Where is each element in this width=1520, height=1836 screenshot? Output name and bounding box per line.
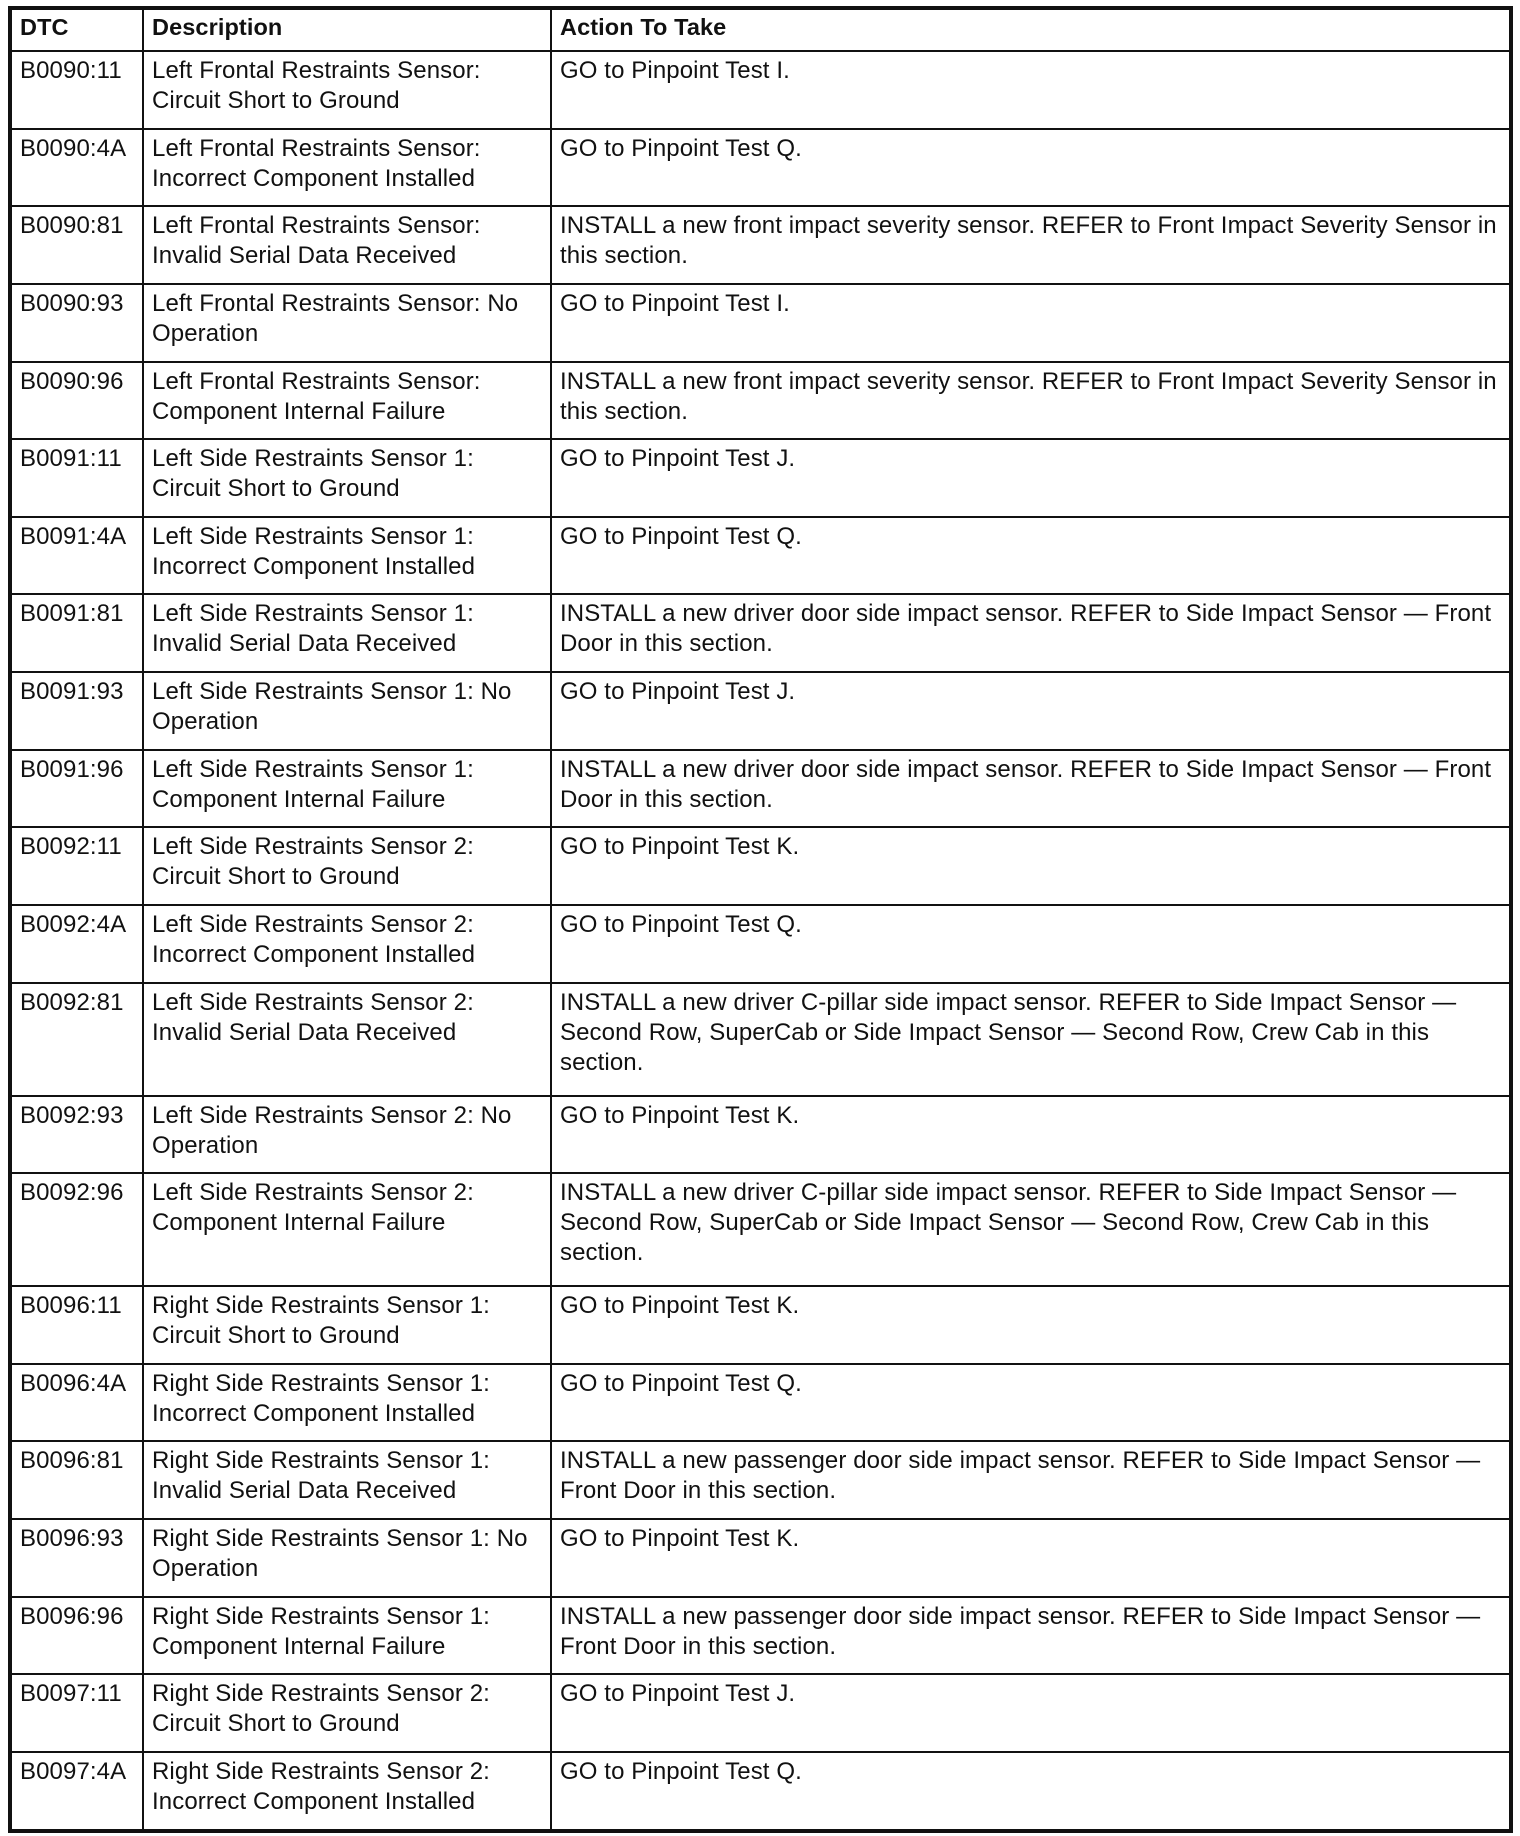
description-cell: Right Side Restraints Sensor 2: Incorrect Component Installed	[143, 1752, 551, 1831]
dtc-cell: B0092:4A	[10, 905, 143, 983]
dtc-cell: B0090:93	[10, 284, 143, 362]
table-row	[10, 1096, 1511, 1174]
header-description: Description	[143, 8, 551, 51]
table-body	[10, 51, 1511, 1831]
table-row	[10, 1597, 1511, 1675]
dtc-cell: B0092:11	[10, 827, 143, 905]
header-row	[10, 8, 1511, 51]
dtc-cell: B0092:96	[10, 1173, 143, 1286]
dtc-cell: B0097:11	[10, 1674, 143, 1752]
description-cell: Right Side Restraints Sensor 1: Circuit Short to Ground	[143, 1286, 551, 1364]
dtc-cell: B0090:96	[10, 362, 143, 440]
action-cell: GO to Pinpoint Test Q.	[551, 517, 1511, 595]
dtc-cell: B0091:96	[10, 750, 143, 828]
description-cell: Right Side Restraints Sensor 2: Circuit Short to Ground	[143, 1674, 551, 1752]
dtc-cell: B0090:81	[10, 206, 143, 284]
description-cell: Left Frontal Restraints Sensor: Incorrect Component Installed	[143, 129, 551, 207]
dtc-cell: B0090:11	[10, 51, 143, 129]
description-cell: Left Frontal Restraints Sensor: Circuit Short to Ground	[143, 51, 551, 129]
action-cell: GO to Pinpoint Test K.	[551, 1096, 1511, 1174]
action-cell: GO to Pinpoint Test Q.	[551, 1364, 1511, 1442]
description-cell: Left Side Restraints Sensor 2: Component Internal Failure	[143, 1173, 551, 1286]
table-row	[10, 517, 1511, 595]
description-cell: Left Side Restraints Sensor 2: Invalid Serial Data Received	[143, 983, 551, 1096]
action-cell: GO to Pinpoint Test I.	[551, 51, 1511, 129]
action-cell: GO to Pinpoint Test Q.	[551, 129, 1511, 207]
table-row	[10, 1674, 1511, 1752]
dtc-cell: B0091:81	[10, 594, 143, 672]
action-cell: GO to Pinpoint Test I.	[551, 284, 1511, 362]
action-cell: GO to Pinpoint Test J.	[551, 439, 1511, 517]
dtc-cell: B0096:81	[10, 1441, 143, 1519]
description-cell: Left Side Restraints Sensor 2: No Operation	[143, 1096, 551, 1174]
table-row	[10, 284, 1511, 362]
description-cell: Left Frontal Restraints Sensor: Invalid Serial Data Received	[143, 206, 551, 284]
action-cell: GO to Pinpoint Test K.	[551, 827, 1511, 905]
table-row	[10, 362, 1511, 440]
action-cell: INSTALL a new driver C-pillar side impact sensor. REFER to Side Impact Sensor — Second Row, SuperCab or Side Impact Sensor — Second Row, Crew Cab in this section.	[551, 983, 1511, 1096]
table-header	[10, 8, 1511, 51]
table-row	[10, 750, 1511, 828]
description-cell: Left Side Restraints Sensor 1: No Operation	[143, 672, 551, 750]
action-cell: INSTALL a new driver C-pillar side impact sensor. REFER to Side Impact Sensor — Second Row, SuperCab or Side Impact Sensor — Second Row, Crew Cab in this section.	[551, 1173, 1511, 1286]
description-cell: Left Side Restraints Sensor 1: Circuit Short to Ground	[143, 439, 551, 517]
action-cell: GO to Pinpoint Test K.	[551, 1286, 1511, 1364]
table-row	[10, 1364, 1511, 1442]
description-cell: Right Side Restraints Sensor 1: Incorrect Component Installed	[143, 1364, 551, 1442]
dtc-cell: B0096:11	[10, 1286, 143, 1364]
description-cell: Left Side Restraints Sensor 1: Component Internal Failure	[143, 750, 551, 828]
action-cell: INSTALL a new passenger door side impact sensor. REFER to Side Impact Sensor — Front Door in this section.	[551, 1441, 1511, 1519]
dtc-table	[8, 6, 1513, 1833]
table-row	[10, 983, 1511, 1096]
action-cell: INSTALL a new passenger door side impact sensor. REFER to Side Impact Sensor — Front Door in this section.	[551, 1597, 1511, 1675]
action-cell: GO to Pinpoint Test J.	[551, 1674, 1511, 1752]
action-cell: GO to Pinpoint Test J.	[551, 672, 1511, 750]
table-row	[10, 905, 1511, 983]
dtc-cell: B0096:4A	[10, 1364, 143, 1442]
action-cell: INSTALL a new front impact severity sensor. REFER to Front Impact Severity Sensor in this section.	[551, 206, 1511, 284]
action-cell: INSTALL a new front impact severity sensor. REFER to Front Impact Severity Sensor in this section.	[551, 362, 1511, 440]
table-row	[10, 1519, 1511, 1597]
table-row	[10, 1286, 1511, 1364]
description-cell: Left Side Restraints Sensor 2: Circuit Short to Ground	[143, 827, 551, 905]
table-row	[10, 827, 1511, 905]
action-cell: INSTALL a new driver door side impact sensor. REFER to Side Impact Sensor — Front Door in this section.	[551, 750, 1511, 828]
dtc-cell: B0092:93	[10, 1096, 143, 1174]
description-cell: Left Side Restraints Sensor 2: Incorrect Component Installed	[143, 905, 551, 983]
table-row	[10, 206, 1511, 284]
dtc-cell: B0091:11	[10, 439, 143, 517]
table-row	[10, 129, 1511, 207]
description-cell: Left Frontal Restraints Sensor: No Operation	[143, 284, 551, 362]
dtc-cell: B0090:4A	[10, 129, 143, 207]
table-row	[10, 1752, 1511, 1831]
table-row	[10, 1173, 1511, 1286]
action-cell: GO to Pinpoint Test Q.	[551, 905, 1511, 983]
description-cell: Left Frontal Restraints Sensor: Component Internal Failure	[143, 362, 551, 440]
header-dtc: DTC	[10, 8, 143, 51]
table-row	[10, 51, 1511, 129]
description-cell: Right Side Restraints Sensor 1: Invalid Serial Data Received	[143, 1441, 551, 1519]
dtc-cell: B0097:4A	[10, 1752, 143, 1831]
action-cell: GO to Pinpoint Test Q.	[551, 1752, 1511, 1831]
description-cell: Right Side Restraints Sensor 1: No Operation	[143, 1519, 551, 1597]
action-cell: INSTALL a new driver door side impact sensor. REFER to Side Impact Sensor — Front Door in this section.	[551, 594, 1511, 672]
table-row	[10, 439, 1511, 517]
dtc-cell: B0092:81	[10, 983, 143, 1096]
description-cell: Right Side Restraints Sensor 1: Component Internal Failure	[143, 1597, 551, 1675]
table-row	[10, 594, 1511, 672]
dtc-cell: B0096:93	[10, 1519, 143, 1597]
table-row	[10, 672, 1511, 750]
dtc-cell: B0091:4A	[10, 517, 143, 595]
action-cell: GO to Pinpoint Test K.	[551, 1519, 1511, 1597]
description-cell: Left Side Restraints Sensor 1: Incorrect Component Installed	[143, 517, 551, 595]
dtc-cell: B0096:96	[10, 1597, 143, 1675]
header-action: Action To Take	[551, 8, 1511, 51]
description-cell: Left Side Restraints Sensor 1: Invalid Serial Data Received	[143, 594, 551, 672]
table-row	[10, 1441, 1511, 1519]
dtc-cell: B0091:93	[10, 672, 143, 750]
